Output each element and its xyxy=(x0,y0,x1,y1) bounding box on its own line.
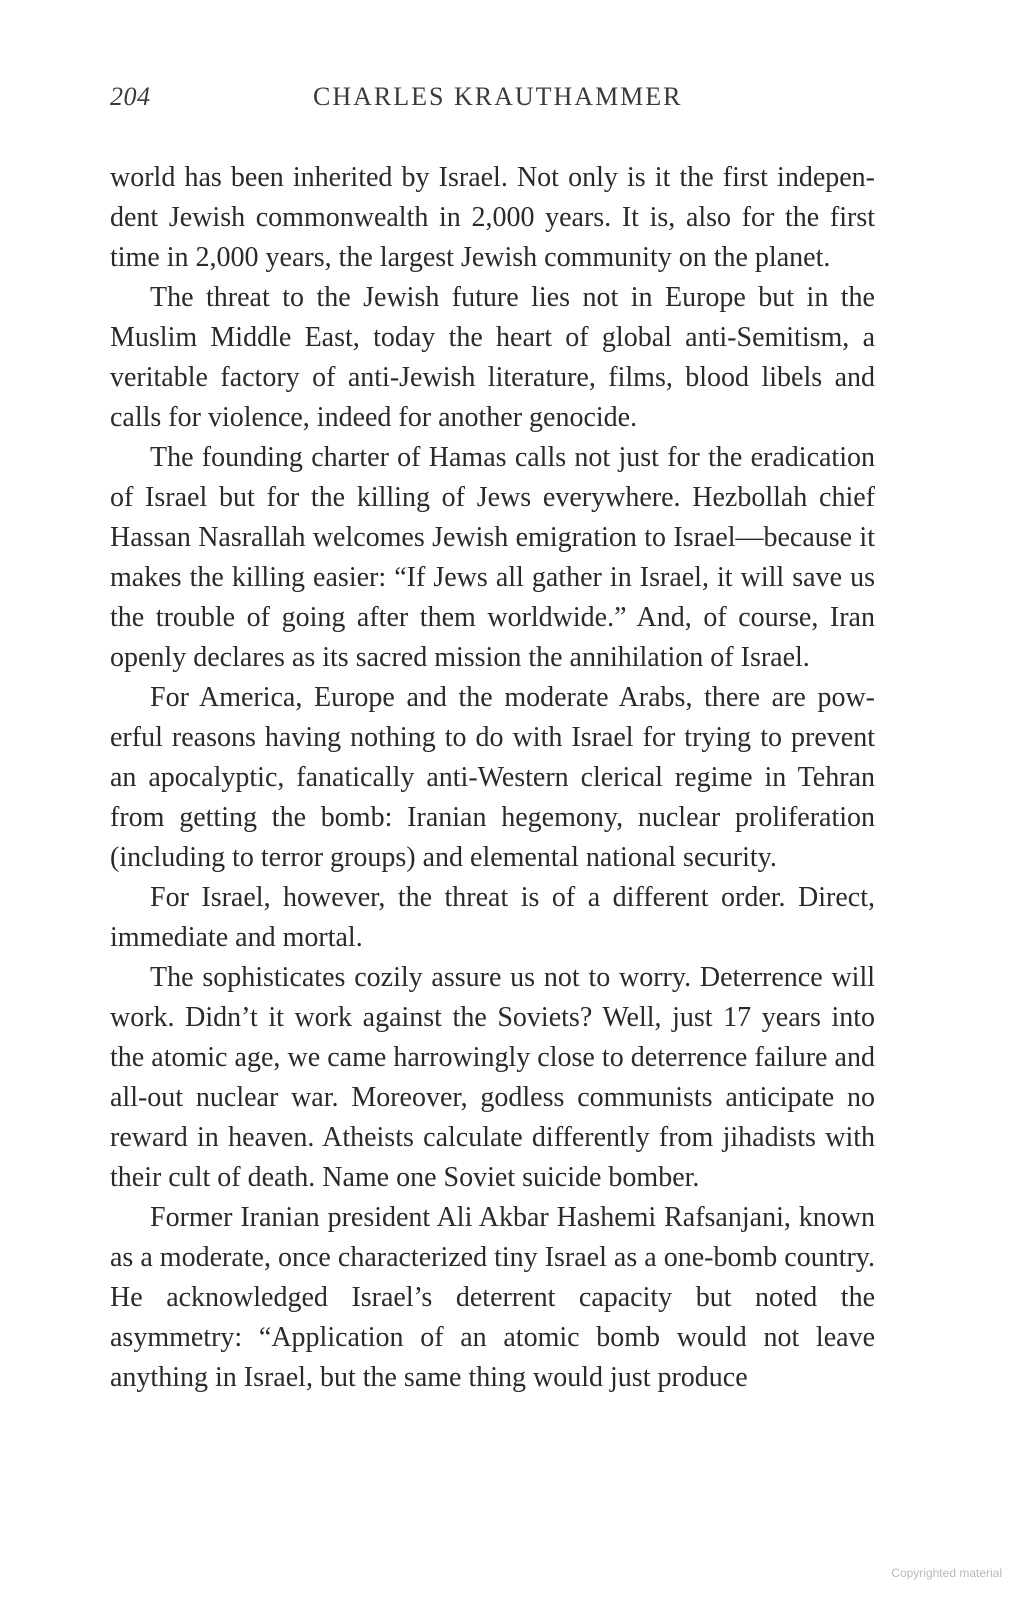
copyright-notice: Copyrighted material xyxy=(891,1566,1002,1580)
body-text xyxy=(110,158,875,1398)
paragraph: The threat to the Jewish future lies not in Europe but in the Muslim Middle East, today the heart of global anti-Semitism, a veritable factory of anti-Jewish literature, films, blood libels and calls for violence, indeed for another genocide. xyxy=(110,282,875,433)
paragraph: For America, Europe and the moderate Arabs, there are pow-erful reasons having nothing to do with Israel for trying to prevent an apocalyptic, fanatically anti-Western clerical regime in Tehran from getting the bomb: Iranian hegemony, nuclear proliferation (including to terror groups) and elemental national security. xyxy=(110,682,875,873)
paragraph: The founding charter of Hamas calls not just for the eradication of Israel but for the killing of Jews everywhere. Hezbollah chief Hassan Nasrallah welcomes Jewish emigration to Israel—because it makes the killing easier: “If Jews all gather in Israel, it will save us the trouble of going after them worldwide.” And, of course, Iran openly declares as its sacred mission the annihilation of Israel. xyxy=(110,442,875,673)
page-number: 204 xyxy=(110,82,151,111)
paragraph: For Israel, however, the threat is of a different order. Direct, immediate and mortal. xyxy=(110,882,875,953)
paragraph: Former Iranian president Ali Akbar Hashemi Rafsanjani, known as a moderate, once characterized tiny Israel as a one-bomb country. He acknowledged Israel’s deterrent capacity but noted the asymmetry: “Application of an atomic bomb would not leave anything in Israel, but the same thing would just produce xyxy=(110,1202,875,1393)
paragraph-continuation: world has been inherited by Israel. Not only is it the first indepen-dent Jewish commonwealth in 2,000 years. It is, also for the first time in 2,000 years, the largest Jewish community on the planet. xyxy=(110,162,875,273)
paragraph: The sophisticates cozily assure us not to worry. Deterrence will work. Didn’t it work against the Soviets? Well, just 17 years into the atomic age, we came harrowingly close to deterrence failure and all-out nuclear war. Moreover, godless communists anticipate no reward in heaven. Atheists calculate differently from jihadists with their cult of death. Name one Soviet suicide bomber. xyxy=(110,962,875,1193)
running-head xyxy=(110,82,875,118)
running-title: CHARLES KRAUTHAMMER xyxy=(313,82,683,111)
